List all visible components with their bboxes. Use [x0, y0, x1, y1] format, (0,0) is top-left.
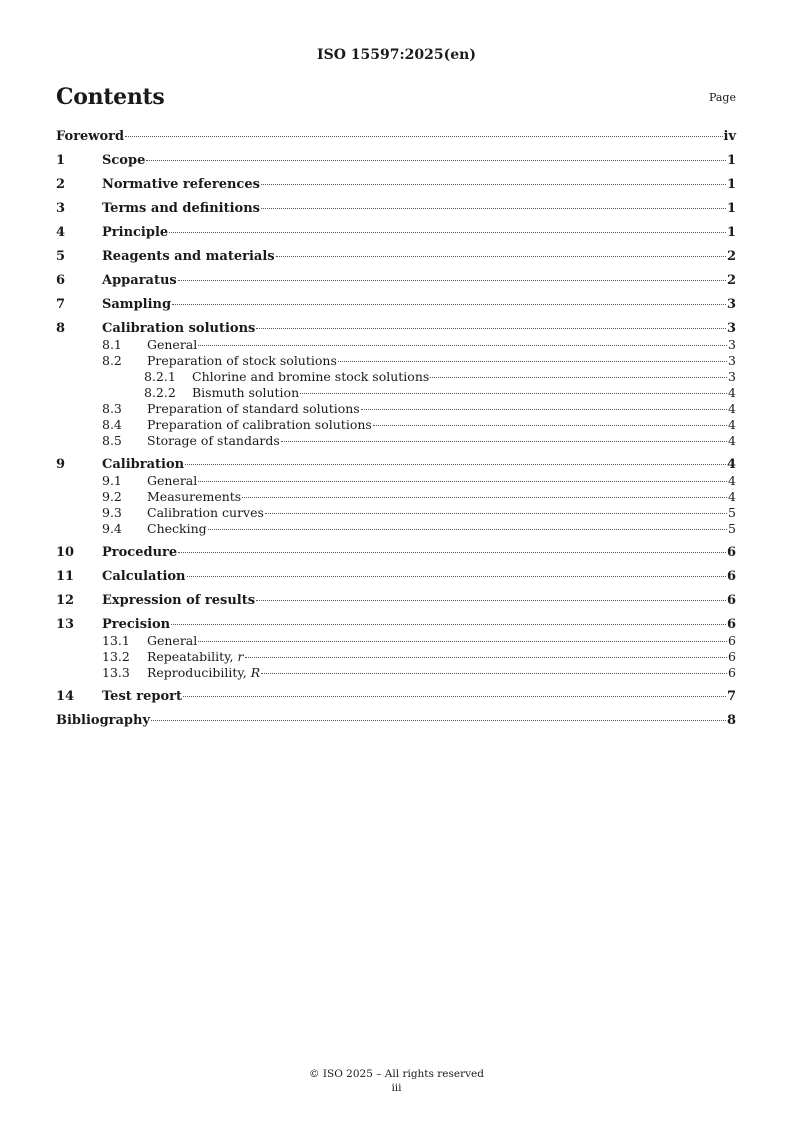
toc-entry-page: 1: [726, 201, 736, 216]
toc-entry-number: 7: [56, 297, 66, 312]
dot-leader: [276, 255, 726, 257]
toc-entry-number: 2: [56, 177, 66, 192]
toc-entry-text: Bismuth solution: [192, 385, 300, 400]
toc-entry-text: Foreword: [56, 129, 125, 144]
toc-entry-text: Terms and definitions: [102, 201, 260, 216]
dot-leader: [125, 135, 722, 137]
toc-entry-text: Procedure: [102, 545, 178, 560]
toc-entry-text: Apparatus: [102, 273, 177, 288]
toc-entry-page: 4: [728, 385, 736, 400]
toc-entry-number: 8.1: [102, 337, 122, 352]
toc-entry-page: 3: [728, 353, 736, 368]
toc-entry-foreword[interactable]: [56, 129, 736, 145]
toc-entry-text: Test report: [102, 689, 183, 704]
toc-entry-text: Reproducibility, R: [147, 665, 261, 680]
toc-entry-preparation-of-standard-solutions[interactable]: [56, 401, 736, 417]
toc-entry-text: Calibration solutions: [102, 321, 256, 336]
statistical-symbol: r: [237, 649, 244, 664]
toc-entry-page: iv: [723, 129, 736, 144]
toc-entry-number: 13.2: [102, 649, 130, 664]
toc-entry-chlorine-and-bromine-stock-solutions[interactable]: [56, 369, 736, 385]
toc-entry-checking[interactable]: [56, 521, 736, 537]
dot-leader: [178, 551, 726, 553]
toc-entry-measurements[interactable]: [56, 489, 736, 505]
toc-entry-number: 9.4: [102, 521, 122, 536]
toc-entry-number: 6: [56, 273, 66, 288]
toc-entry-text: Measurements: [147, 489, 242, 504]
toc-entry-page: 3: [726, 321, 736, 336]
toc-entry-number: 9.3: [102, 505, 122, 520]
toc-entry-number: 11: [56, 569, 75, 584]
toc-entry-text: General: [147, 473, 198, 488]
dot-leader: [208, 528, 727, 530]
toc-entry-number: 9: [56, 457, 66, 472]
dot-leader: [172, 303, 726, 305]
dot-leader: [373, 424, 727, 426]
dot-leader: [430, 376, 727, 378]
dot-leader: [198, 344, 727, 346]
toc-entry-text: Sampling: [102, 297, 172, 312]
toc-entry-number: 12: [56, 593, 75, 608]
dot-leader: [245, 656, 728, 658]
toc-entry-text: Bibliography: [56, 713, 151, 728]
toc-entry-text: Preparation of stock solutions: [147, 353, 337, 368]
toc-entry-page: 2: [726, 249, 736, 264]
toc-entry-text: Scope: [102, 153, 146, 168]
toc-entry-calculation[interactable]: [56, 569, 736, 585]
toc-entry-normative-references[interactable]: [56, 177, 736, 193]
toc-entry-page: 4: [728, 473, 736, 488]
toc-entry-text: Principle: [102, 225, 169, 240]
toc-entry-bismuth-solution[interactable]: [56, 385, 736, 401]
toc-entry-number: 14: [56, 689, 75, 704]
toc-entry-text: Calculation: [102, 569, 186, 584]
toc-entry-calibration-solutions[interactable]: [56, 321, 736, 337]
dot-leader: [256, 327, 726, 329]
toc-entry-page: 1: [726, 153, 736, 168]
toc-entry-text: Preparation of standard solutions: [147, 401, 360, 416]
toc-entry-calibration-curves[interactable]: [56, 505, 736, 521]
document-header: ISO 15597:2025(en): [317, 47, 476, 63]
toc-entry-text: Repeatability, r: [147, 649, 244, 664]
toc-entry-page: 7: [726, 689, 736, 704]
toc-entry-apparatus[interactable]: [56, 273, 736, 289]
toc-entry-repeatability[interactable]: [56, 649, 736, 665]
toc-entry-text: Calibration curves: [147, 505, 264, 520]
toc-entry-page: 4: [726, 457, 736, 472]
toc-entry-principle[interactable]: [56, 225, 736, 241]
toc-entry-number: 13.3: [102, 665, 130, 680]
toc-entry-page: 6: [726, 593, 736, 608]
toc-entry-text: Preparation of calibration solutions: [147, 417, 372, 432]
toc-entry-scope[interactable]: [56, 153, 736, 169]
toc-entry-bibliography[interactable]: [56, 713, 736, 729]
dot-leader: [300, 392, 727, 394]
dot-leader: [146, 159, 726, 161]
page-title: Contents: [56, 84, 165, 110]
toc-entry-text: Expression of results: [102, 593, 256, 608]
toc-entry-text: Checking: [147, 521, 207, 536]
toc-entry-page: 2: [726, 273, 736, 288]
toc-entry-reproducibility[interactable]: [56, 665, 736, 681]
statistical-symbol: R: [250, 665, 261, 680]
toc-entry-storage-of-standards[interactable]: [56, 433, 736, 449]
toc-entry-number: 9.1: [102, 473, 122, 488]
toc-entry-page: 8: [726, 713, 736, 728]
toc-entry-calibration[interactable]: [56, 457, 736, 473]
toc-entry-number: 8.2.2: [144, 385, 176, 400]
toc-entry-number: 8.3: [102, 401, 122, 416]
toc-entry-page: 1: [726, 225, 736, 240]
toc-entry-text: Precision: [102, 617, 171, 632]
toc-entry-text: General: [147, 337, 198, 352]
toc-entry-number: 10: [56, 545, 75, 560]
toc-entry-number: 8.5: [102, 433, 122, 448]
table-of-contents: [56, 129, 736, 729]
dot-leader: [261, 672, 727, 674]
page-number: iii: [391, 1082, 402, 1094]
dot-leader: [261, 183, 726, 185]
toc-entry-13-1-general[interactable]: [56, 633, 736, 649]
toc-entry-number: 4: [56, 225, 66, 240]
toc-entry-number: 8.2.1: [144, 369, 176, 384]
toc-entry-number: 1: [56, 153, 66, 168]
dot-leader: [242, 496, 727, 498]
toc-entry-reagents-and-materials[interactable]: [56, 249, 736, 265]
toc-entry-number: 8: [56, 321, 66, 336]
toc-entry-text: Reagents and materials: [102, 249, 275, 264]
dot-leader: [198, 640, 727, 642]
toc-entry-page: 4: [728, 489, 736, 504]
dot-leader: [361, 408, 727, 410]
toc-entry-page: 6: [728, 633, 736, 648]
toc-entry-text: Calibration: [102, 457, 185, 472]
toc-entry-number: 8.4: [102, 417, 122, 432]
toc-entry-number: 9.2: [102, 489, 122, 504]
dot-leader: [169, 231, 726, 233]
toc-entry-page: 1: [726, 177, 736, 192]
dot-leader: [338, 360, 727, 362]
copyright-notice: © ISO 2025 – All rights reserved: [309, 1068, 484, 1080]
dot-leader: [256, 599, 726, 601]
toc-entry-number: 3: [56, 201, 66, 216]
toc-entry-9-1-general[interactable]: [56, 473, 736, 489]
toc-entry-8-1-general[interactable]: [56, 337, 736, 353]
toc-entry-test-report[interactable]: [56, 689, 736, 705]
toc-entry-page: 3: [728, 369, 736, 384]
toc-entry-page: 5: [728, 521, 736, 536]
toc-entry-procedure[interactable]: [56, 545, 736, 561]
toc-entry-page: 3: [726, 297, 736, 312]
dot-leader: [198, 480, 727, 482]
toc-entry-number: 5: [56, 249, 66, 264]
dot-leader: [261, 207, 726, 209]
toc-entry-number: 13: [56, 617, 75, 632]
dot-leader: [178, 279, 726, 281]
toc-entry-page: 3: [728, 337, 736, 352]
toc-entry-page: 5: [728, 505, 736, 520]
page-footer: [0, 1067, 793, 1095]
dot-leader: [265, 512, 727, 514]
toc-entry-number: 8.2: [102, 353, 122, 368]
toc-entry-precision[interactable]: [56, 617, 736, 633]
toc-entry-page: 6: [728, 649, 736, 664]
page-column-label: Page: [708, 91, 736, 104]
toc-entry-number: 13.1: [102, 633, 130, 648]
toc-entry-expression-of-results[interactable]: [56, 593, 736, 609]
dot-leader: [281, 440, 727, 442]
dot-leader: [151, 719, 726, 721]
dot-leader: [187, 575, 726, 577]
toc-entry-page: 6: [728, 665, 736, 680]
toc-entry-page: 6: [726, 545, 736, 560]
toc-entry-preparation-of-calibration-solutions[interactable]: [56, 417, 736, 433]
toc-entry-text: Storage of standards: [147, 433, 280, 448]
dot-leader: [185, 463, 726, 465]
toc-entry-text: Chlorine and bromine stock solutions: [192, 369, 430, 384]
toc-entry-terms-and-definitions[interactable]: [56, 201, 736, 217]
dot-leader: [183, 695, 726, 697]
toc-entry-page: 4: [728, 401, 736, 416]
toc-entry-sampling[interactable]: [56, 297, 736, 313]
toc-entry-page: 6: [726, 569, 736, 584]
toc-entry-page: 6: [726, 617, 736, 632]
toc-entry-preparation-of-stock-solutions[interactable]: [56, 353, 736, 369]
toc-entry-page: 4: [728, 433, 736, 448]
toc-entry-text: Normative references: [102, 177, 260, 192]
toc-entry-page: 4: [728, 417, 736, 432]
dot-leader: [171, 623, 726, 625]
toc-entry-text: General: [147, 633, 198, 648]
contents-title-row: [56, 84, 736, 110]
